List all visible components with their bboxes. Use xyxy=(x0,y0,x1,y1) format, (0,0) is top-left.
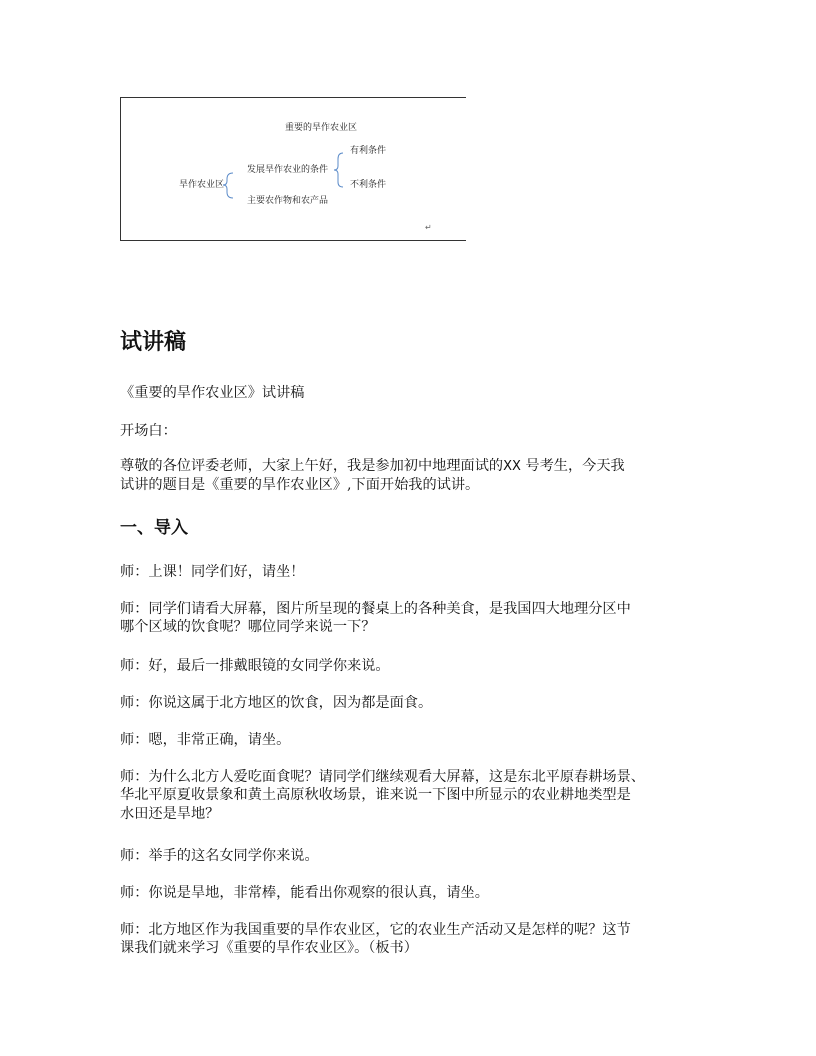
diagram-root-node: 旱作农业区 xyxy=(179,180,225,190)
document-title: 《重要的旱作农业区》试讲稿 xyxy=(120,385,305,401)
page-heading: 试讲稿 xyxy=(120,330,187,355)
diagram-node-unfavorable: 不利条件 xyxy=(350,180,387,190)
dialogue-line: 师：你说是旱地，非常棒，能看出你观察的很认真，请坐。 xyxy=(120,885,489,901)
dialogue-line: 水田还是旱地？ xyxy=(120,805,220,822)
diagram-title: 重要的旱作农业区 xyxy=(285,123,358,133)
opening-line-1 xyxy=(120,457,710,476)
dialogue-line: 师：为什么北方人爱吃面食呢？请同学们继续观看大屏幕，这是东北平原春耕场景、 xyxy=(120,769,645,785)
dialogue-line: 师：你说这属于北方地区的饮食，因为都是面食。 xyxy=(120,695,433,711)
dialogue-line: 师：举手的这名女同学你来说。 xyxy=(120,848,319,864)
mind-map-diagram xyxy=(120,97,466,241)
dialogue-line: 课我们就来学习《重要的旱作农业区》。（板书） xyxy=(120,940,418,957)
opening-line-1-b: 号考生，今天我 xyxy=(520,458,625,474)
dialogue-line: 华北平原夏收景象和黄土高原秋收场景，谁来说一下图中所显示的农业耕地类型是 xyxy=(120,787,631,804)
dialogue-paragraph xyxy=(120,600,710,637)
opening-label: 开场白： xyxy=(120,423,177,439)
dialogue-line: 哪个区域的饮食呢？哪位同学来说一下？ xyxy=(120,619,376,636)
diagram-node-crops: 主要农作物和农产品 xyxy=(247,196,329,206)
dialogue-line: 师：北方地区作为我国重要的旱作农业区，它的农业生产活动又是怎样的呢？这节 xyxy=(120,922,631,938)
diagram-node-favorable: 有利条件 xyxy=(350,146,387,156)
dialogue-line: 师：好，最后一排戴眼镜的女同学你来说。 xyxy=(120,658,390,674)
paragraph-mark-icon: ↵ xyxy=(425,223,432,232)
section-heading-intro: 一、导入 xyxy=(120,518,188,538)
dialogue-line: 师：嗯，非常正确，请坐。 xyxy=(120,732,291,748)
dialogue-paragraph xyxy=(120,768,710,823)
dialogue-line: 师：上课！同学们好，请坐！ xyxy=(120,564,305,580)
opening-line-1-a: 尊敬的各位评委老师，大家上午好，我是参加初中地理面试的 xyxy=(120,458,504,474)
candidate-number: XX xyxy=(503,459,521,474)
opening-line-2: 试讲的题目是《重要的旱作农业区》,下面开始我的试讲。 xyxy=(120,477,480,494)
dialogue-paragraph xyxy=(120,921,710,958)
opening-paragraph xyxy=(120,457,710,495)
diagram-node-conditions: 发展旱作农业的条件 xyxy=(247,165,329,175)
dialogue-line: 师：同学们请看大屏幕，图片所呈现的餐桌上的各种美食，是我国四大地理分区中 xyxy=(120,601,631,617)
